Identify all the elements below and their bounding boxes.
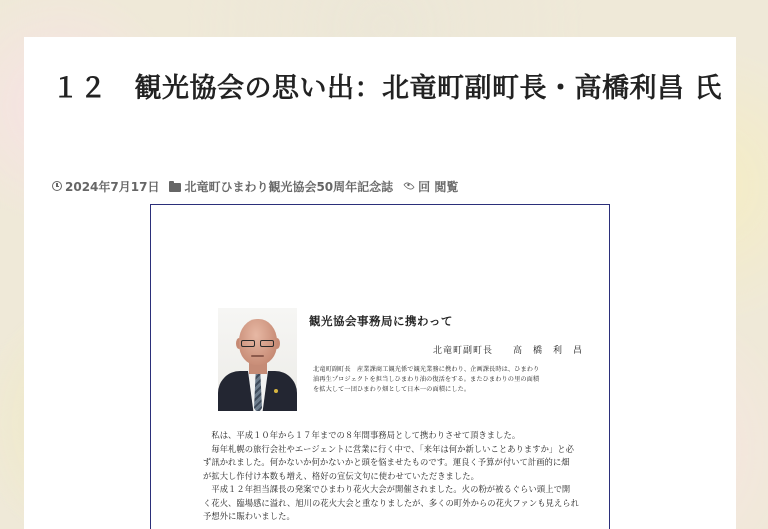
body-line: 予想外に賑わいました。 [203,511,295,521]
body-line: が拡大し作付け本数も増え、格好の宣伝文句に使わせていただきました。 [203,470,479,481]
document-body [203,429,598,524]
post-date [52,178,159,195]
post-category[interactable] [169,178,393,195]
author-profile [313,365,571,395]
scanned-document-image[interactable] [150,204,610,529]
post-date-text: 2024年7月17日 [65,179,160,194]
author-photo [218,308,297,411]
body-line: 平成１２年担当課長の発案でひまわり花火大会が開催されました。火の粉が被るぐらい頭上で開 [203,484,571,494]
profile-line: を拡大して一団ひまわり畑として日本一の面積にした。 [313,386,471,393]
post-meta [52,177,468,195]
article-card [24,37,736,529]
post-views [403,178,458,195]
body-line: 私は、平成１０年から１７年までの８年間事務局として携わりさせて頂きました。 [203,430,521,440]
category-link[interactable]: 北竜町ひまわり観光協会50周年記念誌 [184,179,394,194]
folder-icon [169,183,181,192]
clock-icon [52,181,62,191]
body-line: く花火、臨場感に溢れ、旭川の花火大会と重なりましたが、多くの町外からの花火ファンも見えられ [203,497,579,508]
eye-icon [403,180,414,191]
body-line: ず訊かれました。何かないか何かないかと頭を悩ませたものです。運良く予算が付いて計画的に畑 [203,457,570,467]
post-views-text: 回 閲覧 [418,179,459,194]
document-heading: 観光協会事務局に携わって [309,314,453,328]
profile-line: 北竜町副町長 産業課商工観光係で観光業務に携わり、企画課長時は、ひまわり [313,366,540,373]
document-author: 北竜町副町長 高 橋 利 昌 [433,346,584,356]
body-line: 毎年札幌の旅行会社やエージェントに営業に行く中で、「来年は何か新しいことありますか」と必 [203,443,574,454]
page-title: １２ 観光協会の思い出：北竜町副町長・高橋利昌 氏 [52,73,722,104]
profile-line: 油再生プロジェクトを担当しひまわり油の復活をする。またひまわりの里の面積 [313,376,540,383]
